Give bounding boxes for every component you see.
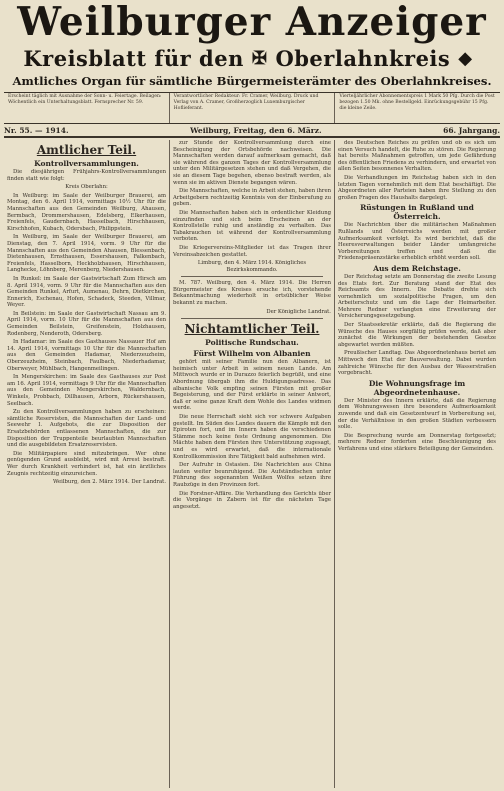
paragraph: Die Nachrichten über die militärischen Maßnahmen Rußlands und Österreichs werden mit großer Aufmerksamkeit verfolgt. Es wird berichtet, daß die Heeresverwaltungen beider Länder umfangreiche Vorbereitungen treffen und daß die Friedenspräsenzstärke erheblich erhöht werden soll. bbox=[338, 222, 496, 262]
signature: Der Königliche Landrat. bbox=[266, 308, 331, 315]
diamond-ornament-icon: ◆ bbox=[458, 47, 473, 69]
subtitle-left: Kreisblatt für den bbox=[23, 45, 244, 71]
volume-number: 66. Jahrgang. bbox=[443, 125, 500, 135]
paragraph: Die Forstner-Affäre. Die Verhandlung des Gerichts über die Vorgänge in Zabern ist für die nächsten Tage angesetzt. bbox=[173, 490, 331, 510]
column-2 bbox=[169, 140, 334, 788]
signature: Limburg, den 4. März 1914. Königliches Bezirkskommando. bbox=[197, 260, 307, 273]
paragraph: Die Kriegervereins-Mitglieder ist das Tragen ihrer Vereinsabzeichen gestattet. bbox=[173, 244, 331, 258]
article-columns bbox=[4, 140, 500, 788]
paragraph: Der Reichstag setzte am Donnerstag die zweite Lesung des Etats fort. Zur Beratung stand der Etat des Reichsamts des Innern. Die Debatte drehte sich vornehmlich um sozialpolitische Fragen, um den Arbeiterschutz und um die Lage der Heimarbeiter. Mehrere Redner verlangten eine Erweiterung der Versicherungsgesetzgebung. bbox=[338, 273, 496, 320]
masthead-subtitle bbox=[0, 44, 504, 72]
paragraph: gehört mit seiner Familie nun den Albanern, ist heimisch unter Arbeit in seinem neuen Lande. Am Mittwoch wurde er in Durazzo feierlich begrüßt, und eine Abordnung übergab ihm die Huldigungsadresse. Das albanische Volk empfing seinen Fürsten mit großer Begeisterung, und der Fürst erklärte in seiner Antwort, daß er seine ganze Kraft dem Wohle des Landes widmen werde. bbox=[173, 359, 331, 412]
column-1 bbox=[4, 140, 169, 788]
paragraph: In Runkel: im Saale der Gastwirtschaft Zum Hirsch am 8. April 1914, vorm. 9 Uhr für die Mannschaften aus den Gemeinden Runkel, Arfurt, Aumenau, Dehrn, Dietkirchen, Ennerich, Eschenau, Hofen, Schadeck, Steeden, Villmar, Weyer. bbox=[7, 275, 166, 309]
section-heading-unofficial: Nichtamtlicher Teil. bbox=[184, 322, 320, 337]
paragraph: Die Besprechung wurde am Donnerstag fortgesetzt; mehrere Redner forderten eine Beschleunigung des Verfahrens und eine stärkere Beteiligung der Gemeinden. bbox=[338, 432, 496, 452]
paragraph: Die Verhandlungen im Reichstag haben sich in den letzten Tagen vornehmlich mit dem Etat beschäftigt. Die Abgeordneten aller Parteien haben ihre Stellung zu den großen Fragen des Haushalts dargelegt. bbox=[338, 174, 496, 201]
paragraph: des Deutschen Reiches zu prüfen und ob es sich um einen Versuch handelt, die Ruhe zu stören. Die Regierung hat bereits Maßnahmen getroffen, um jede Gefährdung des öffentlichen Friedens zu verhindern, und erwartet von allen Seiten besonnenes Verhalten. bbox=[338, 140, 496, 173]
paragraph: In Weilburg: im Saale der Weilburger Brauerei, am Montag, den 6. April 1914, vormittags 10½ Uhr für die Mannschaften aus den Gemeinden Weilburg, Ahausen, Bermbach, Drommershausen, Edelsberg, Elkerhausen, Freienfels, Gaudernbach, Hasselbach, Hirschhausen, Kirschhofen, Kubach, Odersbach, Philippstein. bbox=[7, 192, 166, 232]
eagle-emblem-icon: ✠ bbox=[251, 47, 268, 69]
official-organ-line: Amtliches Organ für sämtliche Bürgermeisterämter des Oberlahnkreises. bbox=[12, 74, 492, 88]
info-editor: Verantwortlicher Redakteur: Fr. Cramer, Weilburg. Druck und Verlag von A. Cramer, Großherzoglich Luxemburgischer Hoflieferant. bbox=[169, 93, 335, 123]
issue-date: Weilburg, Freitag, den 6. März. bbox=[190, 125, 322, 135]
article-heading-control-meetings: Kontrollversammlungen. bbox=[34, 159, 139, 168]
paragraph: In Hadamar: im Saale des Gasthauses Nassauer Hof am 14. April 1914, vormittags 10 Uhr für die Mannschaften aus den Gemeinden Hadamar, Niederzeuzheim, Oberzeuzheim, Steinbach, Faulbach, Niederhadamar, Oberweyer, Mühlbach, Hangenmeilingen. bbox=[7, 339, 166, 372]
paragraph: Die neue Herrschaft sieht sich vor schwere Aufgaben gestellt. Im Süden des Landes dauern die Kämpfe mit den Epiroten fort, und im Innern haben die verschiedenen Stämme noch keine feste Ordnung angenommen. Die Mächte haben dem Fürsten ihre Unterstützung zugesagt, und es wird erwartet, daß die internationale Kontrollkommission ihre Tätigkeit bald aufnehmen wird. bbox=[173, 414, 331, 460]
paragraph: Der Staatssekretär erklärte, daß die Regierung die Wünsche des Hauses sorgfältig prüfen werde, daß aber zunächst die Wirkungen der bestehenden Gesetze abgewartet werden müßten. bbox=[338, 322, 496, 348]
paragraph: zur Stunde der Kontrollversammlung durch eine Bescheinigung der Ortsbehörde nachweisen. Die Mannschaften werden darauf aufmerksam gemacht, daß sie während des ganzen Tages der Kontrollversammlung unter den Militärgesetzen stehen und daß Vergehen, die sie an diesem Tage begehen, ebenso bestraft werden, als wenn sie im aktiven Dienste begangen wären. bbox=[173, 140, 331, 186]
paragraph: Zu den Kontrollversammlungen haben zu erscheinen: sämtliche Reservisten, die Mannschaften der Land- und Seewehr I. Aufgebots, die zur Disposition der Ersatzbehörden entlassenen Mannschaften, die zur Disposition der Truppenteile beurlaubten Mannschaften und die ausgebildeten Ersatzreservisten. bbox=[7, 409, 166, 449]
column-3 bbox=[334, 140, 499, 788]
dateline bbox=[4, 124, 500, 138]
paragraph: Die Mannschaften haben sich in ordentlicher Kleidung einzufinden und sich beim Erscheinen an der Kontrollstelle ruhig und anständig zu verhalten. Das Tabakrauchen ist während der Kontrollversammlung verboten. bbox=[173, 209, 331, 243]
article-heading-armament: Rüstungen in Rußland und Österreich. bbox=[360, 203, 474, 222]
issue-number: Nr. 55. — 1914. bbox=[4, 125, 69, 135]
paragraph: Preußischer Landtag. Das Abgeordnetenhaus beriet am Mittwoch den Etat der Bauverwaltung. Dabei wurden zahlreiche Wünsche für den Ausbau der Wasserstraßen vorgebracht. bbox=[338, 350, 496, 377]
paragraph: In Mengerskirchen: im Saale des Gasthauses zur Post am 16. April 1914, vormittags 9 Uhr für die Mannschaften aus den Gemeinden Mengerskirchen, Waldernbach, Winkels, Probbach, Dillhausen, Arborn, Rückershausen, Seelbach. bbox=[7, 374, 166, 407]
article-heading-albania: Fürst Wilhelm von Albanien bbox=[193, 349, 311, 359]
divider bbox=[181, 318, 323, 319]
subtitle-right: Oberlahnkreis bbox=[275, 45, 451, 71]
paragraph: Die Militärpapiere sind mitzubringen. Wer ohne genügenden Grund ausbleibt, wird mit Arrest bestraft. Wer durch Krankheit verhindert ist, hat ein ärztliches Zeugnis rechtzeitig einzureichen. bbox=[7, 450, 166, 477]
paragraph: M. 787. Weilburg, den 4. März 1914. Die Herren Bürgermeister des Kreises ersuche ich, vorstehende Bekanntmachung wiederholt in ortsüblicher Weise bekannt zu machen. bbox=[173, 280, 331, 307]
signature: Weilburg, den 2. März 1914. Der Landrat. bbox=[53, 479, 166, 486]
paragraph: In Beilstein: im Saale der Gastwirtschaft Nassau am 9. April 1914, vorm. 10 Uhr für die Mannschaften aus den Gemeinden Beilstein, Greifenstein, Holzhausen, Rodenberg, Nenderoth, Odersberg. bbox=[7, 310, 166, 337]
article-heading-political-review: Politische Rundschau. bbox=[205, 338, 299, 348]
article-heading-reichstag: Aus dem Reichstage. bbox=[373, 263, 461, 273]
article-heading-housing: Die Wohnungsfrage im Abgeordnetenhause. bbox=[368, 378, 466, 397]
divider bbox=[181, 276, 323, 277]
paragraph: Der Minister des Innern erklärte, daß die Regierung dem Wohnungswesen ihre besondere Aufmerksamkeit zuwende und daß ein Gesetzentwurf in Vorbereitung sei, der die Verhältnisse in den großen Städten verbessern solle. bbox=[338, 397, 496, 431]
info-subscription: Vierteljährlicher Abonnementspreis 1 Mark 50 Pfg. Durch die Post bezogen 1.50 Mk. ohne Bestellgeld. Einrückungsgebühr 15 Pfg. die kleine Zeile. bbox=[334, 93, 500, 123]
section-heading-official: Amtlicher Teil. bbox=[36, 143, 137, 157]
paragraph: In Weilburg, im Saale der Weilburger Brauerei, am Dienstag, den 7. April 1914, vorm. 9 Uhr für die Mannschaften aus den Gemeinden Ahausen, Blessenbach, Dietenhausen, Ernsthausen, Essershausen, Falkenbach, Freienfels, Hasselborn, Heckholzhausen, Hirschhausen, Langhecke, Löhnberg, Merenberg, Niedershausen. bbox=[7, 234, 166, 274]
paragraph: Die Mannschaften, welche in Arbeit stehen, haben ihren Arbeitgebern rechtzeitig Kenntnis von der Einberufung zu geben. bbox=[173, 188, 331, 208]
info-publication: Erscheint täglich mit Ausnahme der Sonn- u. Feiertage. Beilagen: Wöchentlich ein Unterhaltungsblatt. Fernsprecher Nr. 59. bbox=[8, 94, 162, 105]
publication-info-bar bbox=[4, 92, 500, 124]
paragraph: Der Aufruhr in Ostasien. Die Nachrichten aus China lauten weiter beunruhigend. Die Aufständischen unter Führung des sogenannten Weißen Wolfes setzen ihre Raubzüge in den Provinzen fort. bbox=[173, 462, 331, 488]
masthead-title: Weilburger Anzeiger bbox=[17, 0, 487, 45]
district-label: Kreis Oberlahn: bbox=[65, 184, 108, 191]
paragraph: Die diesjährigen Frühjahrs-Kontrollversammlungen finden statt wie folgt: bbox=[7, 169, 166, 182]
